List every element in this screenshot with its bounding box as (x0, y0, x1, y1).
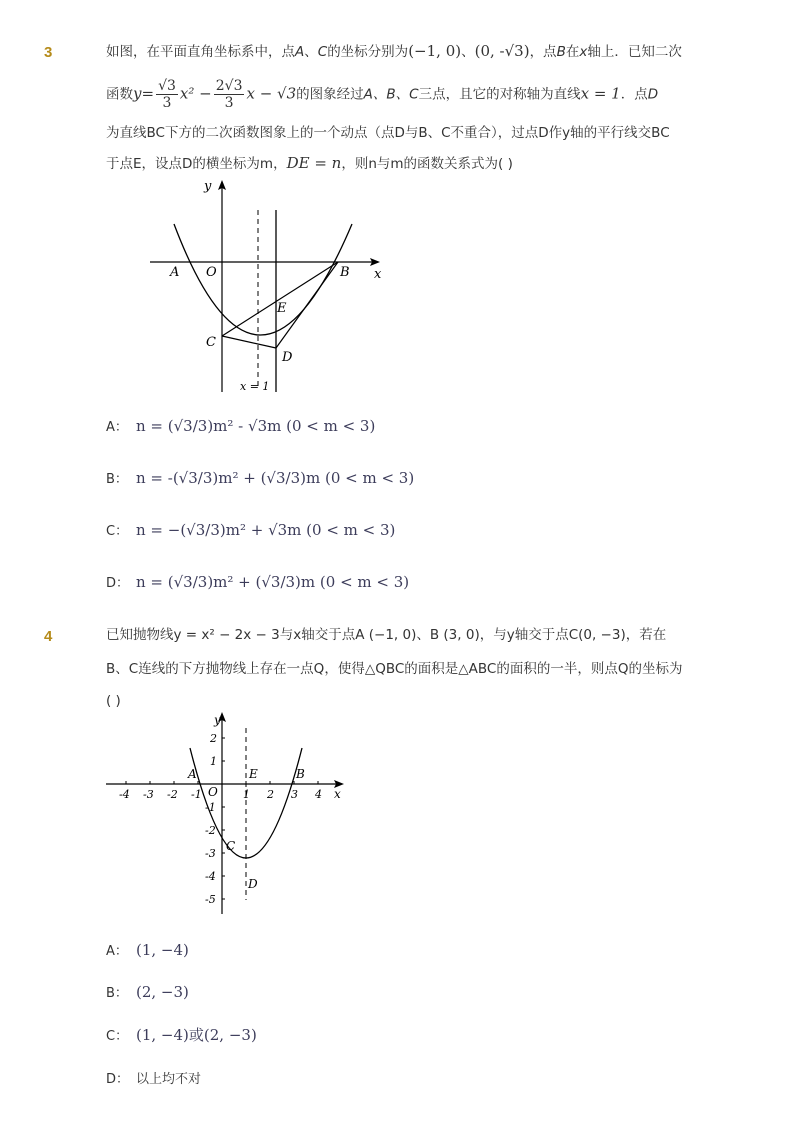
fraction-2: $\frac{2√3}{3}$ (215, 78, 243, 111)
svg-text:2: 2 (210, 732, 217, 745)
svg-text:-2: -2 (167, 788, 178, 801)
q3-label-c: C (206, 335, 216, 350)
question-3-line-4: 于点E，设点D的横坐标为m，DE = n，则n与m的函数关系式为( ) (106, 154, 513, 172)
svg-text:-3: -3 (205, 847, 216, 860)
q3-label-symmetry: x = 1 (240, 380, 270, 393)
q4-option-d[interactable]: D： 以上均不对 (106, 1072, 202, 1087)
fraction-1: $\frac{√3}{3}$ (158, 78, 176, 111)
svg-text:1: 1 (210, 755, 217, 768)
q3-label-d: D (282, 350, 293, 365)
q3-segment-bc (222, 262, 338, 336)
svg-text:2: 2 (267, 788, 274, 801)
coord-a: (−1, 0) (408, 42, 462, 60)
q3-option-a[interactable]: A： n = (√3/3)m² - √3m (0 < m < 3) (106, 416, 376, 435)
question-3-line-2: 函数y= $\frac{√3}{3}$ x² − $\frac{2√3}{3}$ x − √3的图象经过A、B、C三点，且它的对称轴为直线x = 1．点D (106, 78, 659, 111)
svg-text:-5: -5 (205, 893, 216, 906)
q3-label-o: O (206, 265, 217, 280)
question-4-line-1: 已知抛物线y = x² − 2x − 3与x轴交于点A (−1, 0)、B (3, 0)，与y轴交于点C(0, −3)，若在 (106, 627, 667, 643)
svg-text:3: 3 (291, 788, 298, 801)
question-3-figure (140, 178, 390, 398)
q4-label-a: A (188, 767, 197, 781)
q4-label-b: B (296, 767, 305, 781)
q4-label-c: C (226, 839, 236, 853)
svg-text:-4: -4 (119, 788, 130, 801)
question-4-figure (100, 710, 360, 920)
q4-label-x: x (334, 787, 341, 801)
svg-text:-4: -4 (205, 870, 216, 883)
svg-text:-1: -1 (191, 788, 202, 801)
q3-option-d[interactable]: D： n = (√3/3)m² + (√3/3)m (0 < m < 3) (106, 572, 410, 591)
svg-text:4: 4 (315, 788, 322, 801)
q4-tick-labels (119, 732, 322, 906)
question-3-line-3: 为直线BC下方的二次函数图象上的一个动点（点D与B、C不重合），过点D作y轴的平行线交BC (106, 125, 670, 141)
question-3-number: 3 (44, 44, 53, 61)
question-4-number: 4 (44, 628, 53, 645)
q4-option-c[interactable]: C： (1, −4)或(2, −3) (106, 1026, 257, 1044)
q3-label-a: A (170, 265, 180, 280)
svg-text:-3: -3 (143, 788, 154, 801)
q4-label-o: O (208, 785, 218, 799)
q4-label-y: y (214, 713, 221, 727)
q4-option-a[interactable]: A： (1, −4) (106, 940, 189, 959)
question-3-line-1: 如图，在平面直角坐标系中，点A、C的坐标分别为(−1, 0)、(0, -√3)，点B在x轴上．已知二次 (106, 42, 682, 60)
svg-text:-2: -2 (205, 824, 216, 837)
q3-label-e: E (277, 301, 287, 316)
q3-option-c[interactable]: C： n = −(√3/3)m² + √3m (0 < m < 3) (106, 520, 396, 539)
question-4-line-2: B、C连线的下方抛物线上存在一点Q，使得△QBC的面积是△ABC的面积的一半，则点Q的坐标为 (106, 661, 683, 677)
q4-option-b[interactable]: B： (2, −3) (106, 982, 189, 1001)
q4-label-d: D (248, 877, 258, 891)
svg-text:-1: -1 (205, 801, 216, 814)
svg-text:1: 1 (243, 788, 250, 801)
q3-label-b: B (340, 265, 350, 280)
q4-label-e: E (249, 767, 258, 781)
q3-option-b[interactable]: B： n = -(√3/3)m² + (√3/3)m (0 < m < 3) (106, 468, 415, 487)
coord-c: (0, -√3) (474, 42, 530, 60)
q3-segment-cd (222, 336, 276, 348)
q3-label-x: x (374, 267, 382, 282)
question-4-line-3: ( ) (106, 693, 121, 709)
q3-label-y: y (204, 179, 212, 194)
